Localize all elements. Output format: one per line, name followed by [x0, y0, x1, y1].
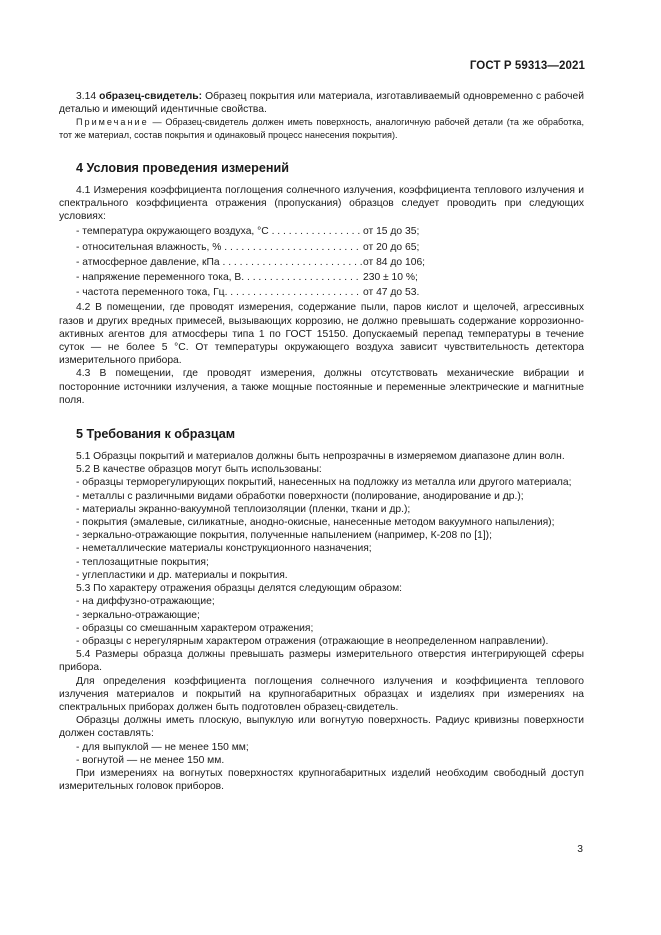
list-item: - на диффузно-отражающие;: [76, 596, 215, 608]
condition-value: от 20 до 65;: [363, 241, 420, 253]
condition-value: от 47 до 53.: [363, 287, 420, 299]
paragraph-4-3: 4.3 В помещении, где проводят измерения, должны отсутствовать механические вибрации и посторонние источники излучения, а также мощные постоянные и переменные электрические и магнитные поля.: [59, 368, 584, 406]
list-item: - неметаллические материалы конструкционного назначения;: [76, 543, 372, 555]
page-content: [59, 90, 584, 793]
list-item: - для выпуклой — не менее 150 мм;: [76, 741, 249, 753]
term-note: [59, 116, 584, 140]
condition-row: [59, 271, 584, 284]
condition-row: [59, 241, 584, 254]
condition-label: - атмосферное давление, кПа . . .: [76, 256, 362, 269]
paragraph-4-2: 4.2 В помещении, где проводят измерения, содержание пыли, паров кислот и щелочей, агрессивных газов и других вредных примесей, вызывающих коррозию, не должно превышать содержание коррозионно-активных агентов для атмосферы типа 1 по ГОСТ 15150. Допускаемый перепад температуры в течение суток — не более 5 °С. От температуры окружающего воздуха зависит чувствительность детектора измерительного прибора.: [59, 302, 584, 367]
term-3-14-definition: [59, 90, 584, 116]
note-label: Примечание: [76, 117, 149, 128]
list-item: - образцы со смешанным характером отражения;: [76, 622, 314, 634]
term-definition: Образец покрытия или материала, изготавливаемый одновременно с рабочей деталью и имеющий идентичные свойства.: [59, 91, 584, 116]
list-item: - образцы терморегулирующих покрытий, нанесенных на подложку из металла или другого материала;: [76, 477, 572, 489]
list-item: - теплозащитные покрытия;: [76, 556, 209, 568]
paragraph-4-1: 4.1 Измерения коэффициента поглощения солнечного излучения, коэффициента теплового излучения и спектрального коэффициента отражения (пропускания) образцов следует проводить при следующих условиях:: [59, 184, 584, 223]
section-5-heading: 5 Требования к образцам: [76, 427, 236, 442]
condition-value: от 15 до 35;: [363, 226, 420, 238]
paragraph-witness: Для определения коэффициента поглощения солнечного излучения и коэффициента теплового излучения материалов и покрытий на крупногабаритных образцах и изделиях при измерениях на спектральных приборах должен быть подготовлен образец-свидетель.: [59, 675, 584, 713]
condition-label: - температура окружающего воздуха, °С . . .: [76, 225, 362, 238]
paragraph-shape: Образцы должны иметь плоскую, выпуклую или вогнутую поверхность. Радиус кривизны поверхности должен составлять:: [59, 715, 584, 740]
paragraph-5-4: 5.4 Размеры образца должны превышать размеры измерительного отверстия интегрирующей сферы прибора.: [59, 649, 584, 674]
condition-value: 230 ± 10 %;: [363, 272, 418, 284]
page-number: 3: [577, 844, 583, 855]
condition-row: [59, 286, 584, 299]
paragraph-access: При измерениях на вогнутых поверхностях крупногабаритных изделий необходим свободный доступ измерительных головок приборов.: [59, 767, 584, 793]
condition-label: - напряжение переменного тока, В. . . .: [76, 271, 362, 284]
condition-row: [59, 256, 584, 269]
list-item: - металлы с различными видами обработки поверхности (полирование, анодирование и др.);: [76, 490, 524, 502]
document-standard-id: ГОСТ Р 59313—2021: [469, 60, 585, 72]
list-item: - покрытия (эмалевые, силикатные, анодно-окисные, нанесенные методом вакуумного напыления);: [76, 517, 555, 529]
list-item: - зеркально-отражающие покрытия, полученные напылением (например, К-208 по [1]);: [76, 530, 492, 542]
condition-value: от 84 до 106;: [363, 256, 426, 268]
term-name: образец-свидетель:: [99, 91, 202, 102]
paragraph-5-2: 5.2 В качестве образцов могут быть использованы:: [76, 464, 322, 476]
condition-label: - частота переменного тока, Гц. . . .: [76, 286, 362, 299]
list-item: - углепластики и др. материалы и покрытия.: [76, 569, 288, 581]
paragraph-5-1: 5.1 Образцы покрытий и материалов должны быть непрозрачны в измеряемом диапазоне длин волн.: [76, 451, 565, 463]
note-text: — Образец-свидетель должен иметь поверхность, аналогичную рабочей детали (та же обработка, тот же материал, состав покрытия и одинаковый процесс нанесения покрытия).: [59, 117, 584, 140]
paragraph-5-3: 5.3 По характеру отражения образцы делятся следующим образом:: [76, 583, 403, 595]
term-number: 3.14: [76, 91, 97, 102]
list-item: - материалы экранно-вакуумной теплоизоляции (пленки, ткани и др.);: [76, 503, 411, 515]
condition-row: [59, 225, 584, 238]
list-item: - вогнутой — не менее 150 мм.: [76, 754, 225, 766]
list-item: - зеркально-отражающие;: [76, 609, 200, 621]
condition-label: - относительная влажность, % . . .: [76, 241, 362, 254]
list-item: - образцы с нерегулярным характером отражения (отражающие в неопределенном направлении).: [76, 635, 549, 647]
section-4-heading: 4 Условия проведения измерений: [76, 160, 289, 175]
